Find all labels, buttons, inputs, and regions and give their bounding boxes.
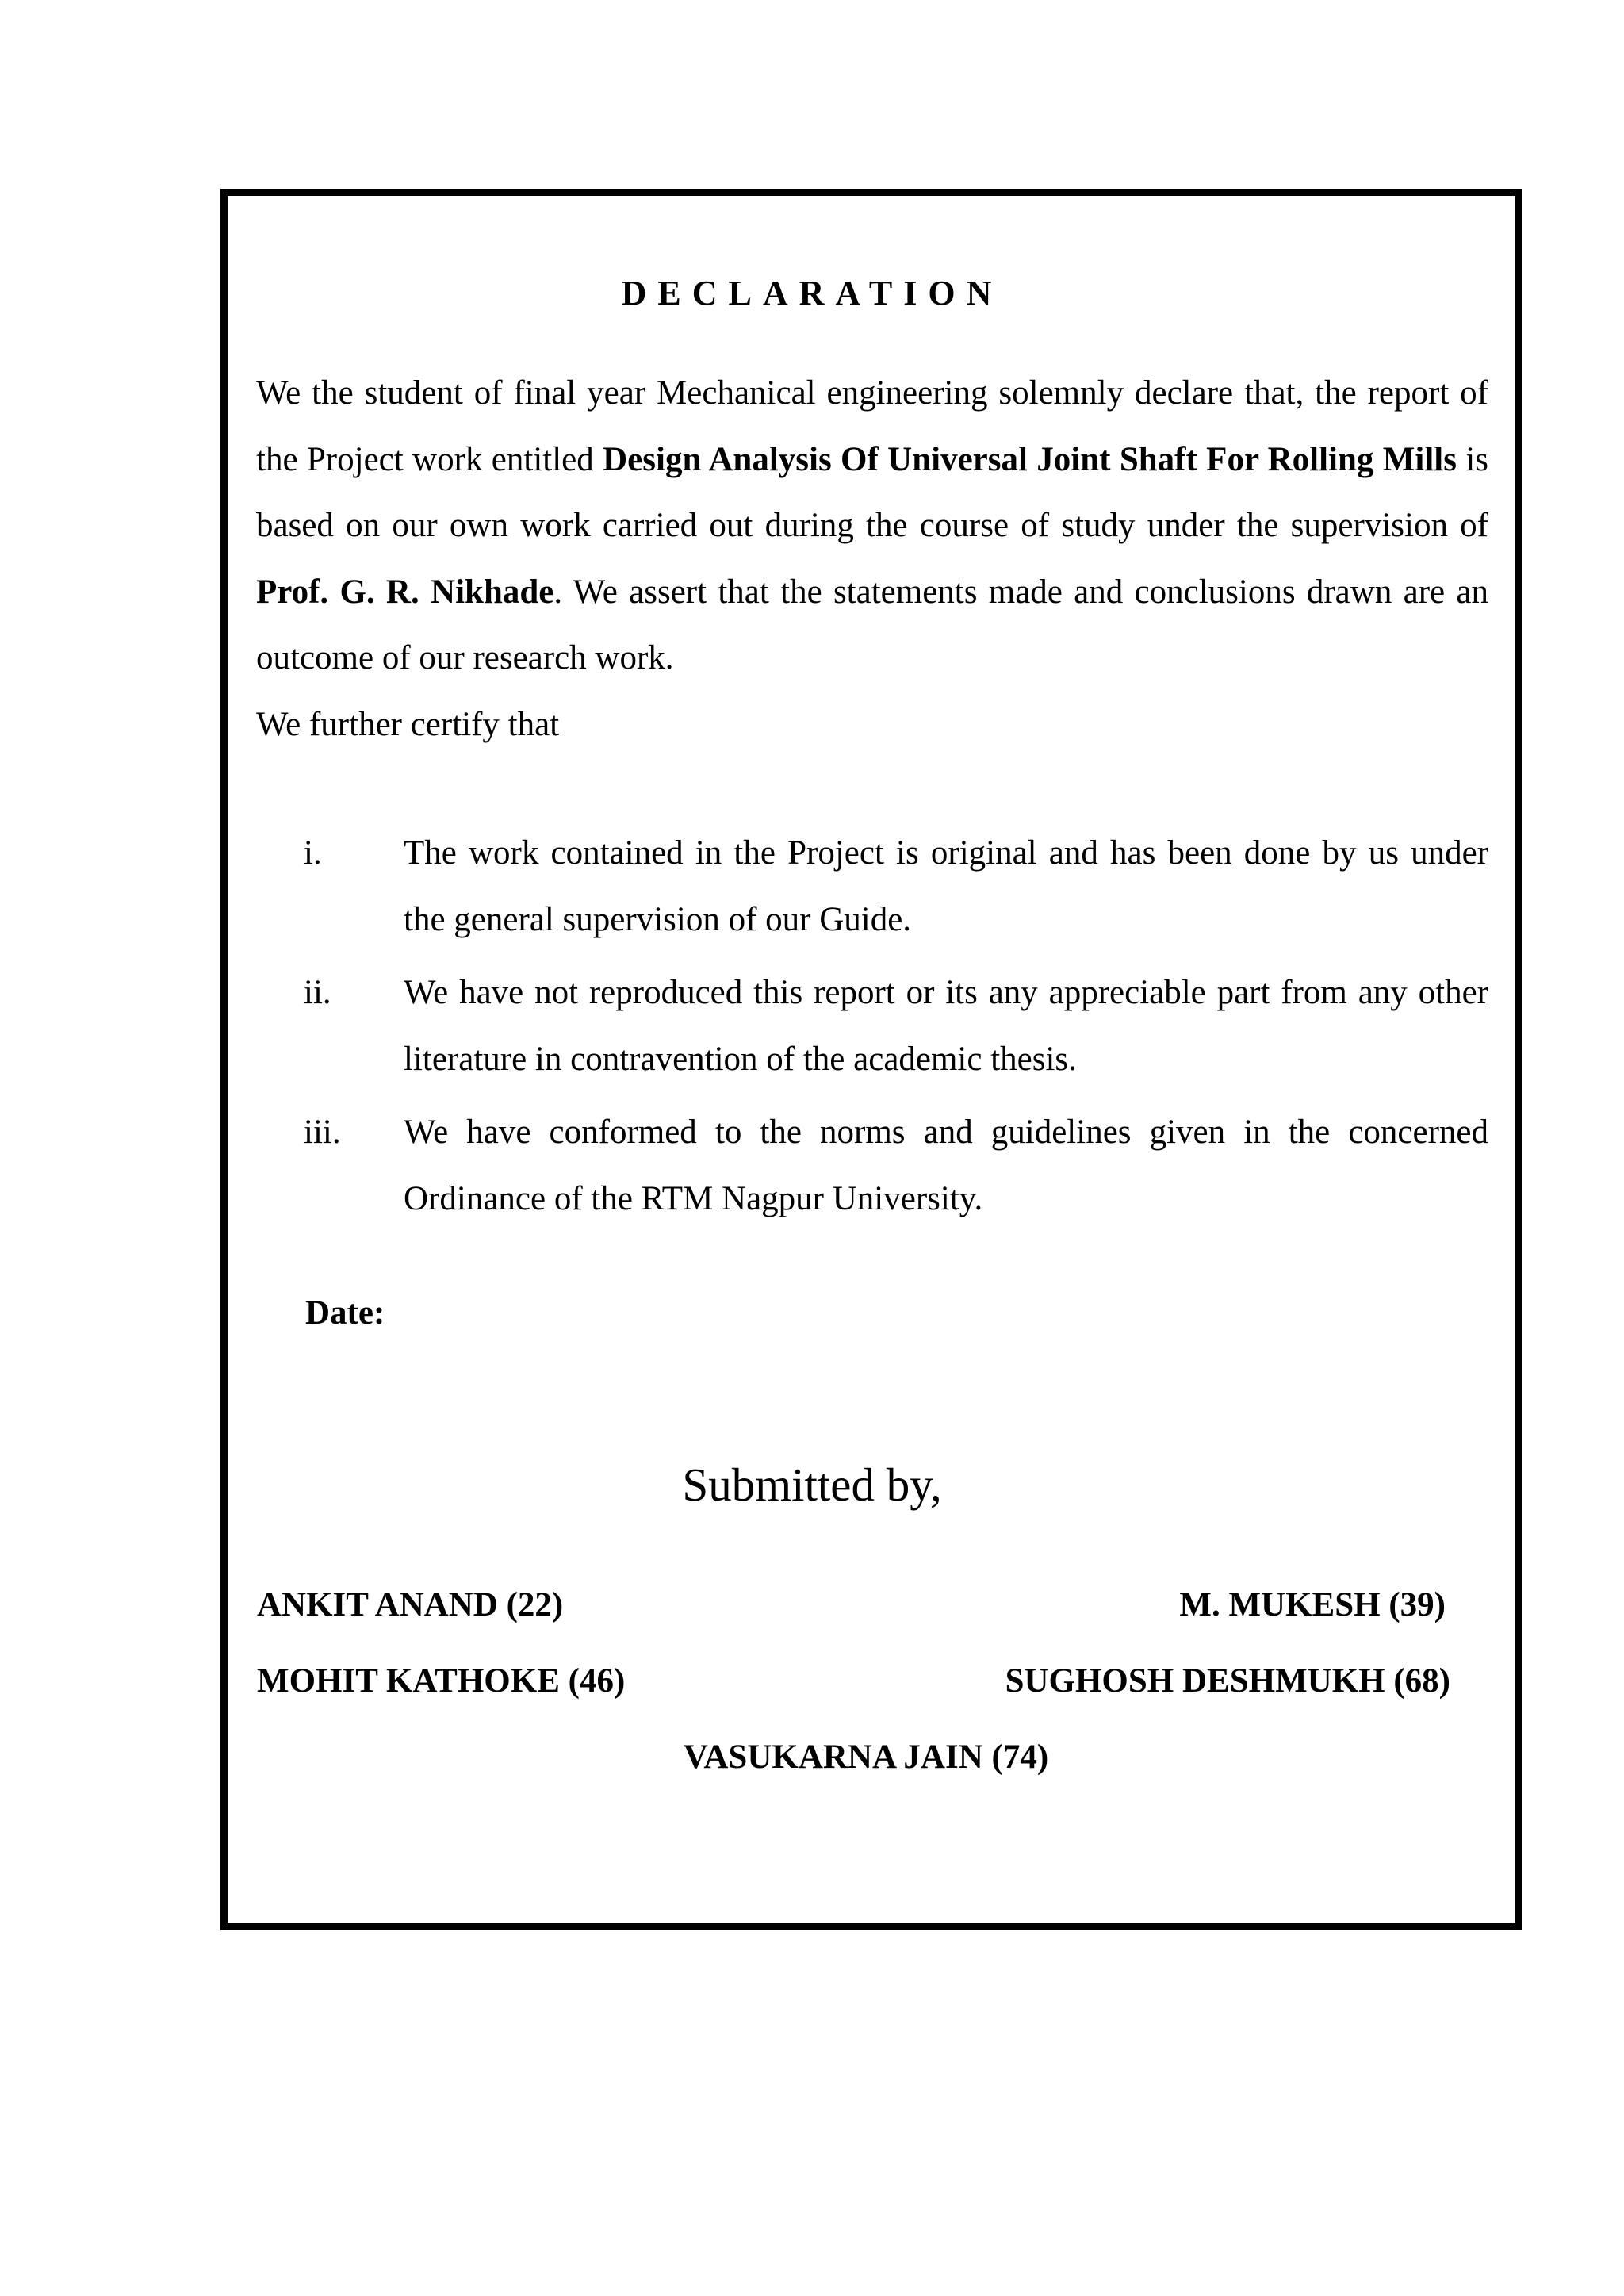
declaration-title: DECLARATION [621, 274, 1003, 312]
project-title: Design Analysis Of Universal Joint Shaft For Rolling Mills [603, 440, 1457, 478]
list-item-number: iii. [304, 1114, 341, 1151]
declaration-paragraph [256, 360, 1488, 757]
member-name: MOHIT KATHOKE (46) [257, 1662, 626, 1700]
supervisor-name: Prof. G. R. Nikhade [256, 573, 554, 611]
paragraph-text-3: . We assert that the statements made and conclusions drawn are an outcome of our research work. [256, 573, 1488, 677]
paragraph-text-2: is based on our own work carried out during the course of study under the supervision of [256, 440, 1488, 544]
paragraph-text-1: We the student of final year Mechanical engineering solemnly declare that, the report of the Project work entitled [256, 374, 1488, 478]
member-name: SUGHOSH DESHMUKH (68) [1005, 1662, 1450, 1700]
list-item-text: We have not reproduced this report or its any appreciable part from any other literature in contravention of the academic thesis. [404, 974, 1488, 1078]
submitted-by-label: Submitted by, [682, 1458, 942, 1511]
list-item-text: We have conformed to the norms and guidelines given in the concerned Ordinance of the RTM Nagpur University. [404, 1114, 1488, 1217]
member-name: VASUKARNA JAIN (74) [683, 1738, 1049, 1776]
member-name: M. MUKESH (39) [1179, 1586, 1446, 1623]
member-name: ANKIT ANAND (22) [257, 1586, 564, 1623]
list-item-number: i. [304, 834, 322, 872]
list-item-text: The work contained in the Project is original and has been done by us under the general supervision of our Guide. [404, 834, 1488, 938]
paragraph-text-4: We further certify that [256, 705, 560, 743]
list-item-number: ii. [304, 974, 331, 1011]
date-label: Date: [305, 1294, 385, 1332]
